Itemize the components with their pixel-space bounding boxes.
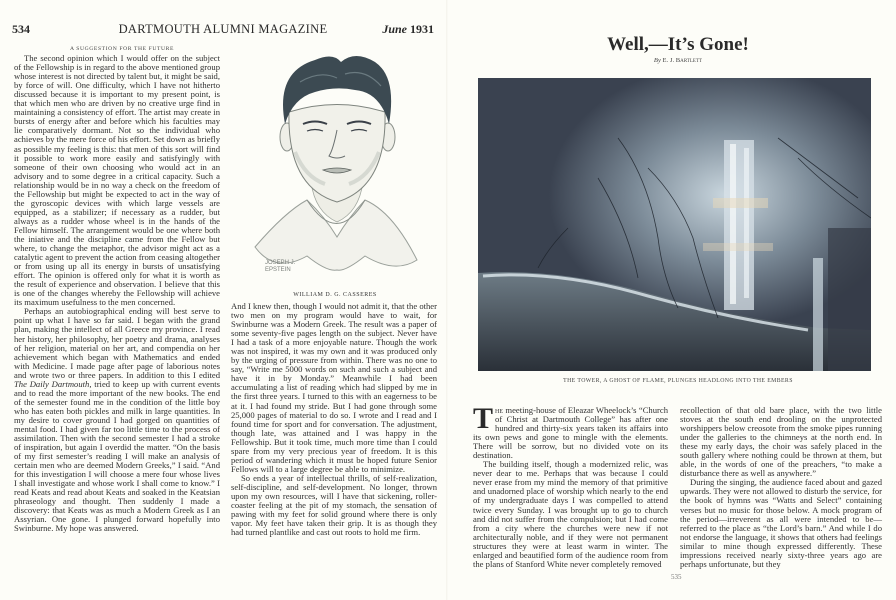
issue-date — [382, 22, 434, 37]
byline — [460, 57, 896, 64]
text-column-right-1 — [473, 402, 668, 569]
drop-cap: T — [473, 402, 494, 435]
paragraph — [473, 402, 668, 461]
paragraph: recollection of that old bare place, with the two little stoves at the south end drooling on the unprotected worshippers below creosote from the smoke pipes running under the galleries to the chimneys at the north end. In these my early days, the choir was safely placed in the south gallery where nothing could be thrown at them, but able, in the words of one of the preachers, “to make a disturbance there as well as anywhere.” — [680, 405, 882, 479]
paragraph: The second opinion which I would offer on the subject of the Fellowship is in regard to the above mentioned group whose interest is not directed by talent but, it might be said, by force of will. One difficulty, which I have not hitherto discussed because it is important to my present point, is that which men who are driven by no creative urge find in maintaining a consistency of effort. The artist may create in bursts of energy after and before which his faculties may lie comparatively dormant. Not so the individual who achieves by the mere force of his effort. Set down as briefly as possible my feeling is this: that men of this sort will find it possible to work more easily and satisfyingly with someone of their own choosing who would act in an advisory and to some degree in a critical capacity. Such a relationship would be in no way a check on the freedom of the Fellowship but might be expected to act in the way of the gyroscopic devices with which large vessels are equipped, as a stabilizer; if necessary as a rudder, but always as a rudder whose wheel is in the hands of the Fellow himself. The arrangement would be one where both the iniative and the discipline came from the Fellow but where, to change the metaphor, the advisor might act as a catalytic agent to prevent the action from ceasing altogether or from using up all its energy in bursts of unsatisfying effort. The opinion is offered only for what it is worth as the result of experience and observation. I believe that this is one of the changes whereby the Fellowship will achieve its maximum usefulness to the men concerned. — [14, 53, 220, 308]
portrait-caption: WILLIAM D. G. CASSERES — [293, 292, 377, 298]
tower-fire-photo — [478, 78, 871, 371]
photo-caption: THE TOWER, A GHOST OF FLAME, PLUNGES HEADLONG INTO THE EMBERS — [563, 378, 793, 384]
section-heading: A SUGGESTION FOR THE FUTURE — [69, 46, 175, 52]
issue-month: June — [382, 22, 407, 36]
paragraph: And I knew then, though I would not admit it, that the other two men on my program would have to wait, for Swinburne was a Modern Greek. The result was a paper of some seventy-five pages length on the subject. Never have I had a task of a more enjoyable nature. Though the work was not inspired, it was my own and it was produced only by the urging of pressure from within. There was no one to say, “Write me 5000 words on such and such a subject and have it in by Monday.” Meanwhile I had been accumulating a list of reading which had slipped by me in the first three years. I turned to this with an eagerness to be at it. I had found my stride. But I had gone through some 25,000 pages of material to do so. I wrote and I read and I found time for sport and for conversation. The adjustment, though late, was attained and I was happy in the Fellowship. But it took time, much more time than I could spare from my very precious year of freedom. It is this period of wandering which it must be hoped future Senior Fellows will to a large degree be able to minimize. — [231, 301, 437, 474]
byline-author: E. J. Bartlett — [662, 57, 703, 64]
text-column-right-2 — [680, 406, 882, 569]
issue-year: 1931 — [410, 22, 434, 36]
text-column-left — [14, 45, 220, 534]
magazine-title: DARTMOUTH ALUMNI MAGAZINE — [118, 22, 328, 36]
paragraph: During the singing, the audience faced about and gazed upwards. They were not allowed to disturb the service, for the book of hymns was “Watts and Select” containing verses but no music for those below. A mock program of the period—irreverent as all were intended to be—referred to the place as “the Lord’s barn.” And while I do not endorse the language, it shows that others had feelings similar to mine though expressed differently. These impressions received nearly sixty-three years ago are perhaps unfortunate, but they — [680, 477, 882, 569]
paragraph: So ends a year of intellectual thrills, of self-realization, self-discipline, and self-development. No longer, thrown upon my own resources, will I have that sickening, roller-coaster feeling at the pit of my stomach, the sensation of pawing with my feet for solid ground where there is only vapor. My feet have taken their grip. It is as though they had turned plantlike and cast out roots to hold me firm. — [231, 472, 437, 538]
paragraph-text: meeting-house of Eleazar Wheelock’s “Church of Christ at Dartmouth College” has after one hundred and thirty-six years taken its affairs into its own pews and gone to mingle with the elements. There will be sorrow, but no divided vote on its destination. — [473, 405, 668, 461]
page-number: 534 — [12, 22, 30, 36]
publication-title: The Daily Dartmouth — [14, 378, 90, 389]
lead-word: he — [495, 405, 504, 415]
page-number-right: 535 — [671, 573, 682, 581]
article-title: Well,—It’s Gone! — [607, 34, 749, 55]
paragraph: The building itself, though a modernized relic, was never dear to me. Perhaps that was because I could never erase from my mind the memory of that primitive and unadorned place of worship which nearly to the end of my undergraduate days I was compelled to attend twice every Sunday. I was brought up to go to church and did not suffer from the compulsion; but I had come from a city where the churches were new if not architecturally noble, and if they were not permanent structures they were at least warm in winter. The enlarged and beautified form of the audience room from the plans of Stanford White never completely removed — [473, 459, 668, 569]
paragraph-text: Perhaps an autobiographical ending will best serve to point up what I have so far said. I began with the grand plan, making the intellect of all Greece my province. I read her history, her philosophy, her poetry and drama, analyses of her religion, material on her art, and compendia on her achievement which began with Mathematics and ended with Medicine. I made page after page of laborious notes and wrote two or three papers. In addition to this I edited — [14, 306, 220, 380]
svg-text:EPSTEIN: EPSTEIN — [265, 267, 291, 273]
paragraph — [14, 307, 220, 533]
byline-prefix: By — [653, 57, 661, 64]
svg-text:JOSEPH J.: JOSEPH J. — [265, 260, 296, 266]
running-head — [12, 22, 434, 36]
paragraph-text: , tried to keep up with current events and to read the more important of the new books. The end of the semester found me in the condition of the little boy who has eaten both pickles and milk in large quantities. In my desire to cover ground I had gorged on quantities of mental food. I had given far too little time to the process of assimilation. Then with the second semester I had a stroke of inspiration, but again I overdid the matter. “On the basis of my first semester’s reading I will make an analysis of certain men who are deemed Modern Greeks,” I said. “And for this investigation I will choose a mere four whose lives I shall investigate and whose work I shall come to know.” I read Keats and read about Keats and soaked in the Keatsian phraseology and thought. Then suddenly I made a discovery: that Keats was as much a Modern Greek as I an Assyrian. One gone. I plunged forward hopefully into Swinburne. My hope was answered. — [14, 378, 221, 534]
portrait-sketch — [245, 42, 425, 280]
text-column-middle — [231, 302, 437, 537]
